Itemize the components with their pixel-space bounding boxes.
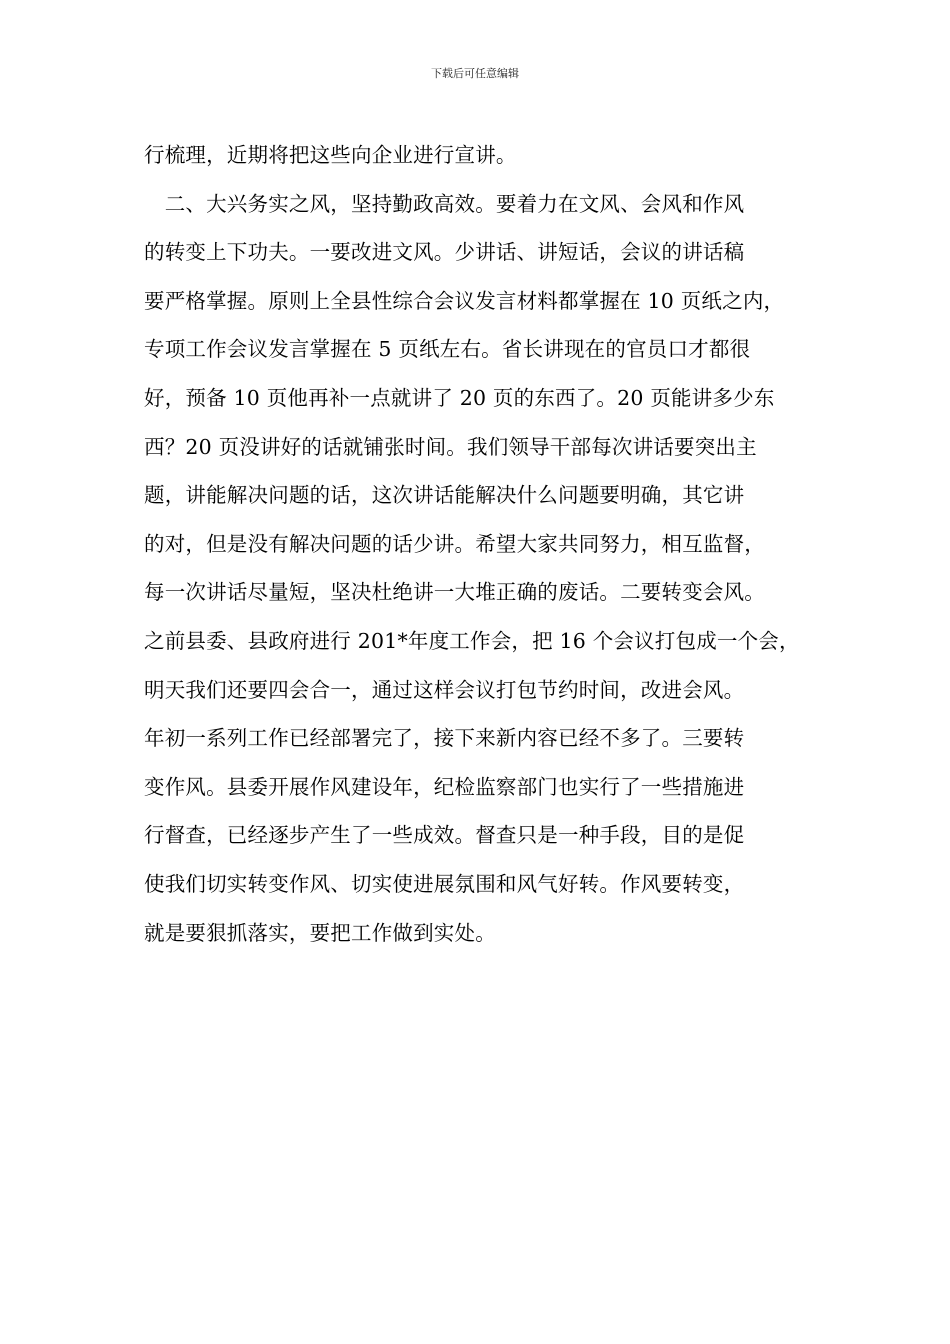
text-line: 明天我们还要四会合一，通过这样会议打包节约时间，改进会风。 xyxy=(144,677,745,702)
body-paragraphs xyxy=(144,131,824,957)
text-line: 题，讲能解决问题的话，这次讲话能解决什么问题要明确，其它讲 xyxy=(144,483,745,508)
text-line: 之前县委、县政府进行 201*年度工作会，把 16 个会议打包成一个会， xyxy=(144,628,800,653)
text-line: 每一次讲话尽量短，坚决杜绝讲一大堆正确的废话。二要转变会风。 xyxy=(144,580,765,605)
text-line: 行督查，已经逐步产生了一些成效。督查只是一种手段，目的是促 xyxy=(144,823,745,848)
text-line: 西？20 页没讲好的话就铺张时间。我们领导干部每次讲话要突出主 xyxy=(144,434,757,459)
text-line: 的转变上下功夫。一要改进文风。少讲话、讲短话，会议的讲话稿 xyxy=(144,240,745,265)
text-line: 的对，但是没有解决问题的话少讲。希望大家共同努力，相互监督， xyxy=(144,531,765,556)
text-line: 行梳理，近期将把这些向企业进行宣讲。 xyxy=(144,143,517,167)
text-line: 专项工作会议发言掌握在 5 页纸左右。省长讲现在的官员口才都很 xyxy=(144,337,751,362)
text-line: 变作风。县委开展作风建设年，纪检监察部门也实行了一些措施进 xyxy=(144,774,745,799)
text-line: 就是要狠抓落实，要把工作做到实处。 xyxy=(144,920,496,945)
text-line: 使我们切实转变作风、切实使进展氛围和风气好转。作风要转变， xyxy=(144,871,745,896)
page-header: 下载后可任意编辑 xyxy=(431,67,519,80)
text-line: 要严格掌握。原则上全县性综合会议发言材料都掌握在 10 页纸之内， xyxy=(144,288,785,313)
text-line: 好，预备 10 页他再补一点就讲了 20 页的东西了。20 页能讲多少东 xyxy=(144,385,775,410)
text-line: 二、大兴务实之风，坚持勤政高效。要着力在文风、会风和作风 xyxy=(144,191,745,216)
text-line: 年初一系列工作已经部署完了，接下来新内容已经不多了。三要转 xyxy=(144,726,745,751)
